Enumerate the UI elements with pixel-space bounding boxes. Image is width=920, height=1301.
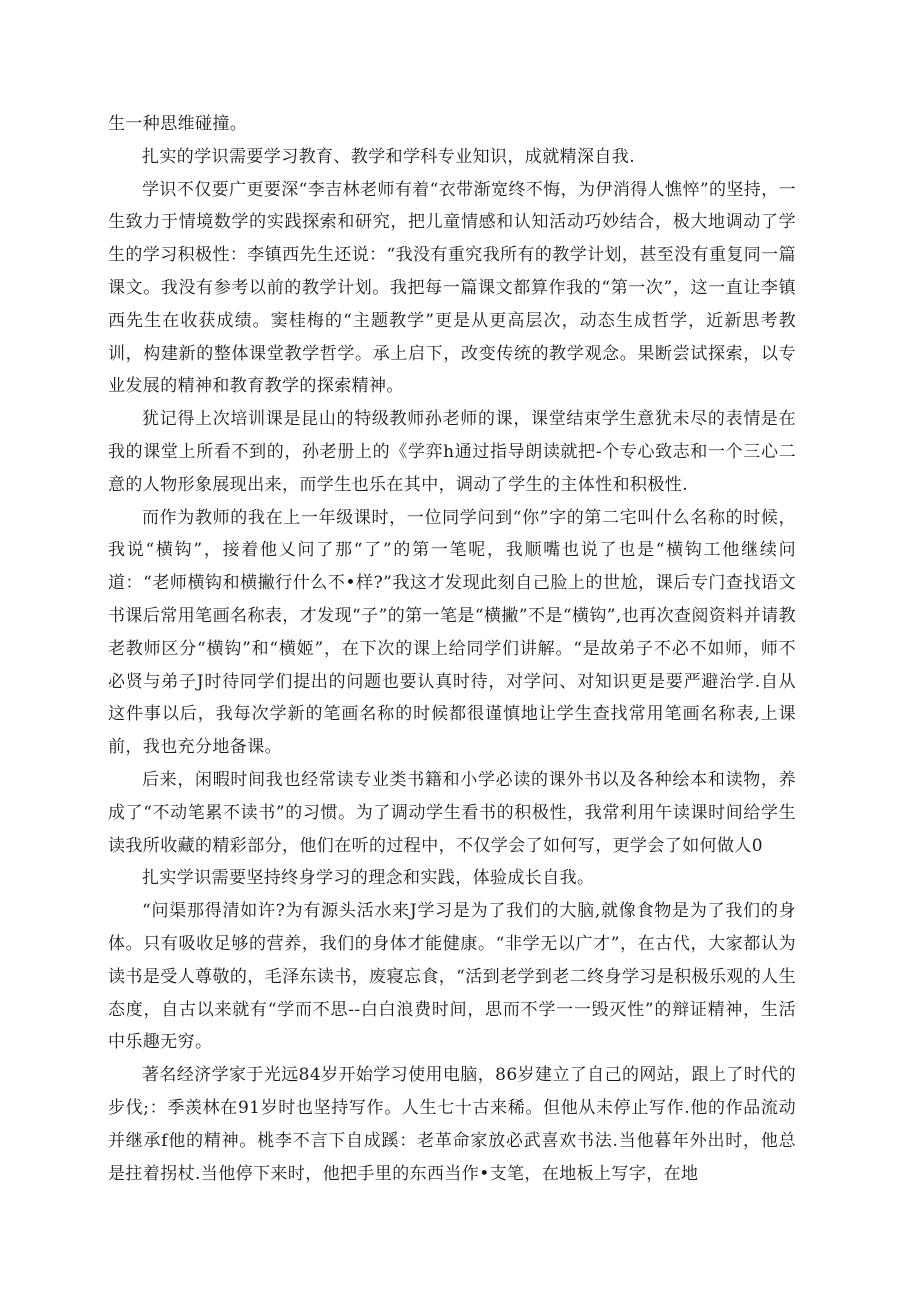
paragraph-4: 犹记得上次培训课是昆山的特级教师孙老师的课，课堂结束学生意犹未尽的表情是在我的课堂上所看不到的，孙老册上的《学弈h通过指导朗读就把-个专心致志和一个三心二意的人物形象展现出来，而学生也乐在其中，调动了学生的主体性和积极性. <box>108 409 796 495</box>
paragraph-6: 后来，闲暇时间我也经常读专业类书籍和小学必读的课外书以及各种绘本和读物，养成了“不动笔累不读书”的习惯。为了调动学生看书的积极性，我常利用午读课时间给学生读我所收藏的精彩部分，他们在听的过程中，不仅学会了如何写，更学会了如何做人0 <box>108 769 796 856</box>
paragraph-2: 扎实的学识需要学习教育、教学和学科专业知识，成就精深自我. <box>142 146 636 167</box>
paragraph-1: 生一种思维碰撞。 <box>108 114 248 134</box>
paragraph-7: 扎实学识需要坚持终身学习的理念和实践，体验成长自我。 <box>142 868 595 889</box>
document-page <box>108 108 796 1190</box>
paragraph-5: 而作为教师的我在上一年级课时，一位同学问到“你”字的第二宅叫什么名称的时候，我说“横钩”，接着他乂问了那“了”的第一笔呢，我顺嘴也说了也是“横钩工他继续问道：“老师横钩和横撇行什么不•样?”我这才发现此刻自己脸上的世尬，课后专门查找语文书课后常用笔画名称表，才发现“子”的第一笔是“横撇”不是“横钩”,也再次查阅资料并请教老教师区分“横钩”和“横姬”，在下次的课上给同学们讲解。“是故弟子不必不如师，师不必贤与弟子J时待同学们提出的问题也要认真时待，对学问、对知识更是要严避治学.自从这件事以后，我每次学新的笔画名称的时候都很谨慎地让学生查找常用笔画名称表,上课前，我也充分地备课。 <box>108 507 796 758</box>
paragraph-9: 著名经济学家于光远84岁开始学习使用电脑，86岁建立了自己的网站，跟上了时代的步伐;：季羡林在91岁时也坚持写作。人生七十古来稀。但他从未停止写作.他的作品流动并继承f他的精神。桃李不言下自成蹊：老革命家放必武喜欢书法.当他暮年外出时，他总是拄着拐杖.当他停下来时，他把手里的东西当作•支笔，在地板上写字，在地 <box>108 1065 796 1184</box>
paragraph-3: 学识不仅要广更要深“李吉林老师有着“衣带渐宽终不悔，为伊消得人憔悴”的坚持，一生致力于情境数学的实践探索和研究，把儿童情感和认知活动巧妙结合，极大地调动了学生的学习积极性：李镇西先生还说：“我没有重究我所有的教学计划，甚至没有重复同一篇课文。我没有参考以前的教学计划。我把每一篇课文都算作我的“第一次”，这一直让李镇西先生在收获成绩。窦桂梅的“主题教学”更是从更高层次，动态生成哲学，近新思考教训，构建新的整体课堂教学哲学。承上启下，改变传统的教学观念。果断尝试探索，以专业发展的精神和教育教学的探索精神。 <box>108 179 796 397</box>
paragraph-8: “问渠那得清如许?为有源头活水来J学习是为了我们的大脑,就像食物是为了我们的身体。只有吸收足够的营养，我们的身体才能健康。“非学无以广才”，在古代，大家都认为读书是受人尊敬的，毛泽东读书，废寝忘食，“活到老学到老二终身学习是积极乐观的人生态度，自古以来就有“学而不思--白白浪费时间，思而不学一一毁灭性”的辩证精神，生活中乐趣无穷。 <box>108 901 796 1053</box>
